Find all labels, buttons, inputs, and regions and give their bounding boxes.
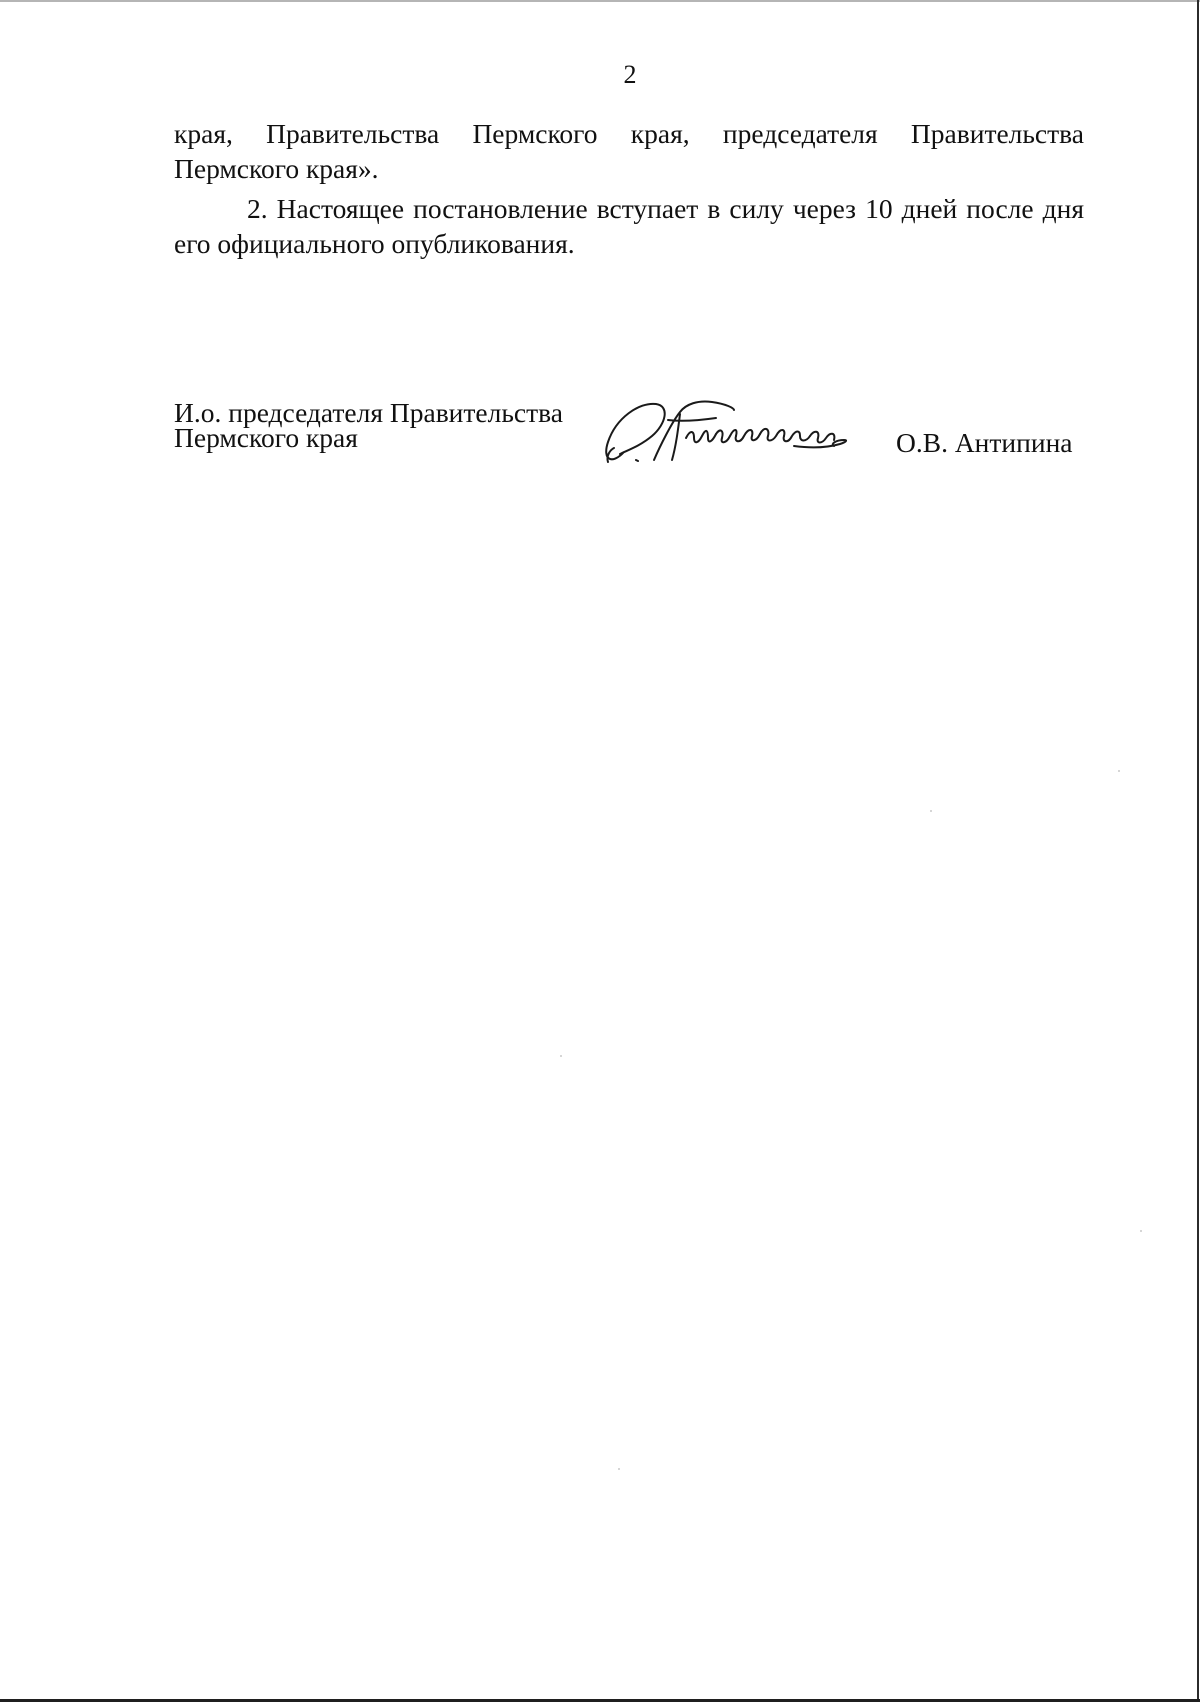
scan-speck (1118, 770, 1120, 772)
signatory-position-line: Пермского края (174, 422, 358, 453)
scan-speck (618, 1468, 620, 1470)
scan-edge-top (0, 0, 1200, 2)
handwritten-signature-icon (594, 390, 934, 480)
paragraph-effective-date (174, 191, 1084, 261)
text-line: Пермского края». (174, 153, 379, 184)
signatory-position-line: И.о. председателя Правительства (174, 397, 563, 428)
page-number: 2 (623, 60, 637, 89)
scan-speck (1140, 1230, 1142, 1232)
text-line: его официального опубликования. (174, 228, 575, 259)
paragraph-continuation (174, 116, 1084, 186)
scan-edge-right (1197, 0, 1199, 1702)
scan-speck (560, 1055, 562, 1057)
scan-speck (930, 810, 932, 812)
document-body (174, 116, 1084, 261)
text-line: края, Правительства Пермского края, председателя Правительства (174, 118, 1084, 149)
text-line: 2. Настоящее постановление вступает в силу через 10 дней после дня (247, 193, 1084, 224)
signatory-name: О.В. Антипина (896, 427, 1073, 458)
signatory-position (174, 397, 594, 453)
